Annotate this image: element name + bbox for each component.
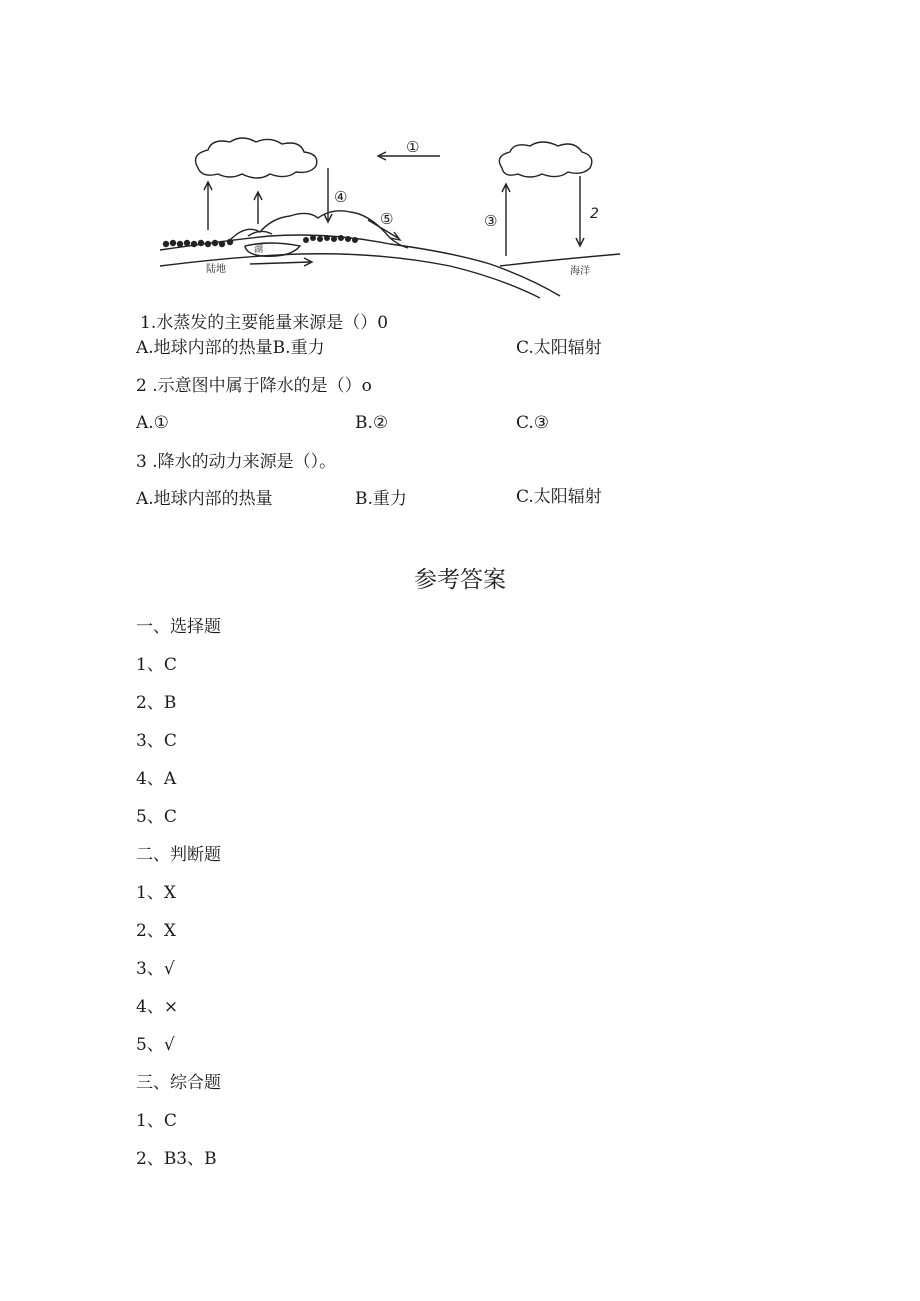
q2-option-c: C.③ [516, 413, 550, 433]
section-heading-1: 一、选择题 [136, 617, 221, 637]
answer-1-1: 1、C [136, 655, 177, 675]
label-lake: 湖 [254, 245, 264, 255]
answer-1-3: 3、C [136, 731, 177, 751]
q2-option-a: A.① [136, 413, 169, 433]
label-4: ④ [334, 188, 348, 206]
answer-3-1: 1、C [136, 1111, 177, 1131]
q1-stem: 1.水蒸发的主要能量来源是（）0 [140, 313, 389, 333]
q3-option-c: C.太阳辐射 [516, 487, 602, 507]
q3-option-b: B.重力 [355, 489, 407, 509]
answer-3-2: 2、B3、B [136, 1149, 217, 1169]
answer-1-5: 5、C [136, 807, 177, 827]
label-land: 陆地 [206, 264, 226, 275]
answer-1-4: 4、A [136, 769, 177, 789]
label-3: ③ [484, 212, 498, 230]
answer-2-5: 5、√ [136, 1035, 175, 1055]
cloud-left [196, 138, 317, 178]
label-ocean: 海洋 [570, 266, 590, 277]
q2-stem: 2 .示意图中属于降水的是（）o [136, 376, 372, 396]
cloud-right [499, 142, 591, 177]
q1-option-a: A.地球内部的热量B.重力 [136, 338, 325, 358]
section-heading-2: 二、判断题 [136, 845, 221, 865]
q1-option-c: C.太阳辐射 [516, 338, 602, 358]
answer-2-3: 3、√ [136, 959, 175, 979]
answer-2-4: 4、× [136, 997, 179, 1017]
answer-2-1: 1、X [136, 883, 176, 903]
q3-option-a: A.地球内部的热量 [136, 489, 273, 509]
answer-2-2: 2、X [136, 921, 176, 941]
label-5: ⑤ [380, 210, 394, 228]
label-2: 2 [590, 206, 599, 222]
q2-option-b: B.② [355, 413, 389, 433]
answers-title: 参考答案 [414, 567, 506, 593]
water-cycle-diagram [150, 128, 640, 306]
label-1: ① [406, 138, 420, 156]
q3-stem: 3 .降水的动力来源是（）。 [136, 452, 337, 472]
section-heading-3: 三、综合题 [136, 1073, 221, 1093]
answer-1-2: 2、B [136, 693, 177, 713]
